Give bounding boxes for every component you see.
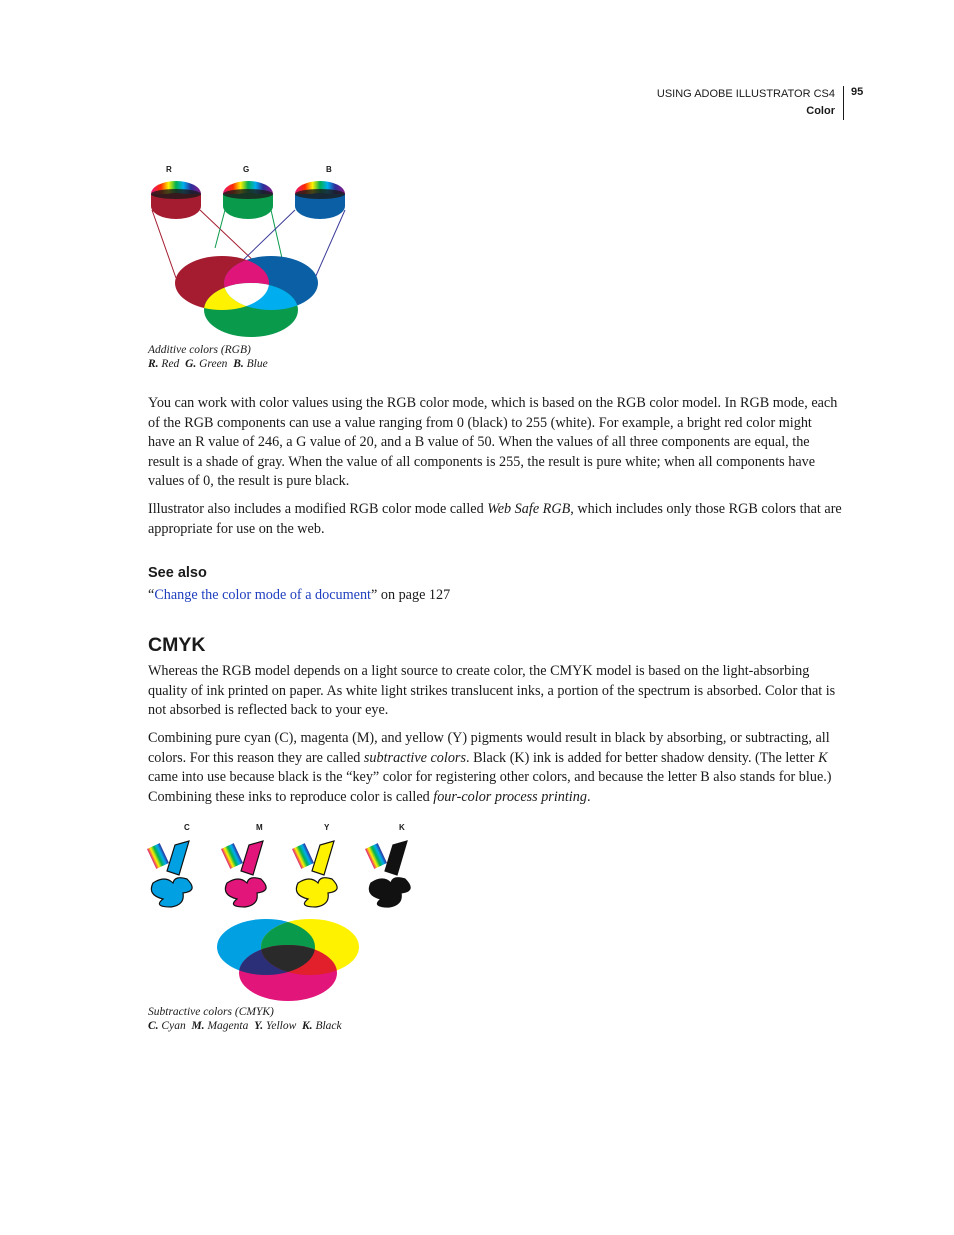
- emphasis-subtractive-colors: subtractive colors: [363, 749, 466, 766]
- text-run: Combining pure cyan (C), magenta (M), and yellow (Y) pigments would result in black by absorbing, or subtracting, all colors. For this reason they are called: [148, 730, 830, 766]
- legend-key-g: G.: [185, 358, 197, 370]
- paragraph-cmyk-model: Whereas the RGB model depends on a light source to create color, the CMYK model is based on the light-absorbing quality of ink printed on paper. As white light strikes translucent inks, a portion of the spectrum is absorbed. Color that is not absorbed is reflected back to your eye.: [148, 663, 836, 719]
- text-run: Illustrator also includes a modified RGB color mode called: [148, 501, 488, 517]
- rgb-caption-title: Additive colors (RGB): [148, 344, 251, 356]
- legend-name-yellow: Yellow: [266, 1020, 297, 1032]
- emphasis-four-color-process: four-color process printing: [433, 788, 587, 805]
- cmyk-label-m: M: [256, 823, 263, 832]
- blue-lens: [295, 181, 345, 219]
- change-color-mode-link[interactable]: Change the color mode of a document: [154, 587, 371, 603]
- see-also-reference: [148, 586, 842, 606]
- page-number: 95: [851, 86, 864, 98]
- text-run: .: [586, 788, 591, 805]
- rgb-caption: [148, 343, 268, 371]
- legend-name-magenta: Magenta: [207, 1020, 249, 1032]
- legend-name-red: Red: [161, 358, 180, 370]
- running-header: [657, 86, 844, 120]
- legend-name-blue: Blue: [246, 358, 268, 370]
- cmyk-caption-title: Subtractive colors (CMYK): [148, 1006, 274, 1018]
- magenta-ink-splash: [221, 841, 266, 907]
- legend-key-r: R.: [148, 358, 159, 370]
- text-run: . Black (K) ink is added for better shadow density. (The letter: [465, 749, 819, 766]
- legend-name-black: Black: [315, 1020, 342, 1032]
- red-lens: [151, 181, 201, 219]
- cyan-ink-splash: [147, 841, 192, 907]
- legend-key-c: C.: [148, 1020, 159, 1032]
- cmyk-caption-legend: [148, 1019, 342, 1033]
- see-also-heading: See also: [148, 565, 207, 581]
- rgb-label-b: B: [326, 165, 332, 174]
- legend-name-green: Green: [199, 358, 228, 370]
- text-run: , which includes only those RGB colors that are appropriate for use on the web.: [148, 501, 842, 537]
- rgb-caption-legend: [148, 357, 268, 371]
- rgb-label-g: G: [243, 165, 250, 174]
- legend-key-k: K.: [302, 1020, 313, 1032]
- paragraph-rgb-mode: You can work with color values using the RGB color mode, which is based on the RGB color model. In RGB mode, each of the RGB components can use a value ranging from 0 (black) to 255 (white). For example, a bright red color might have an R value of 246, a G value of 20, and a B value of 50. When the values of all three components are equal, the result is a shade of gray. When the value of all components is 255, the result is pure white; when all components have values of 0, the result is pure black.: [148, 395, 838, 490]
- black-ink-splash: [365, 841, 410, 907]
- text-run: came into use because black is the “key” color for registering other colors, and because the letter B also stands for blue.) Combining these inks to reproduce color is called: [148, 769, 832, 805]
- text-run: “: [148, 587, 155, 603]
- cmyk-subtractive-diagram: [145, 835, 435, 1005]
- cmyk-label-k: K: [399, 823, 405, 832]
- book-title: USING ADOBE ILLUSTRATOR CS4: [656, 88, 835, 100]
- yellow-ink-splash: [292, 841, 337, 907]
- legend-name-cyan: Cyan: [161, 1020, 186, 1032]
- rgb-label-r: R: [166, 165, 172, 174]
- rgb-additive-diagram: [140, 175, 360, 340]
- legend-key-y: Y.: [254, 1020, 264, 1032]
- paragraph-web-safe-rgb: [148, 500, 842, 539]
- cmyk-caption: [148, 1005, 342, 1033]
- emphasis-k: K: [818, 749, 828, 766]
- cmyk-heading: CMYK: [148, 634, 206, 656]
- legend-key-b: B.: [233, 358, 244, 370]
- paragraph-subtractive: [148, 729, 842, 807]
- cmyk-label-y: Y: [324, 823, 330, 832]
- text-run: ” on page 127: [371, 587, 451, 603]
- legend-key-m: M.: [191, 1020, 205, 1032]
- green-lens: [223, 181, 273, 219]
- section-title: Color: [806, 105, 835, 117]
- cmyk-label-c: C: [184, 823, 190, 832]
- emphasis-web-safe-rgb: Web Safe RGB: [487, 501, 571, 517]
